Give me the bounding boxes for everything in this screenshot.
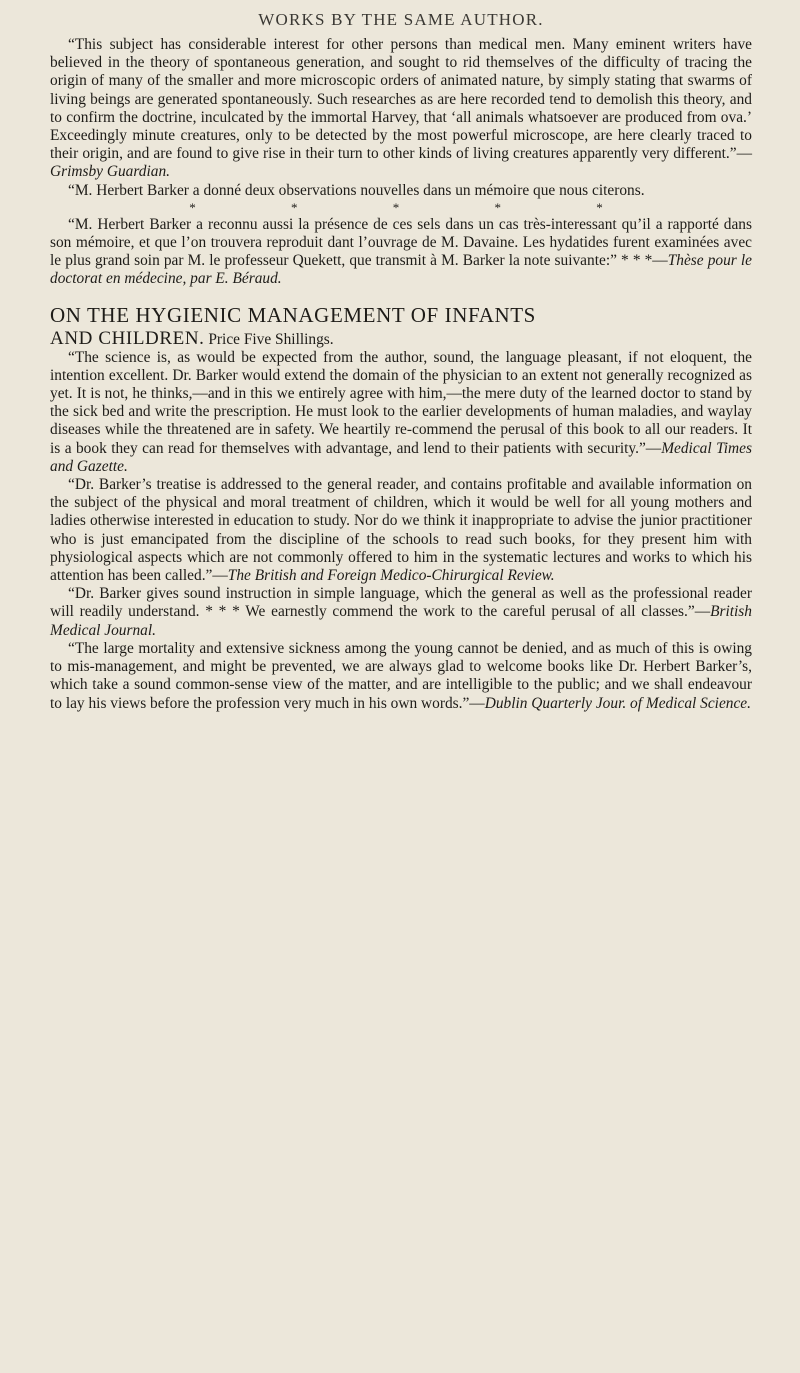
review-text: “This subject has considerable interest for other persons than medical men. Many eminent writers have believed in the theory of spontaneous generation, and sought to rid themselves of the difficulty of tracing the origin of many of the smaller and more microscopic orders of animated nature, by simply stating that swarms of living beings are generated spontaneously. Such researches as are here recorded tend to demolish this theory, and to confirm the doctrine, inculcated by the immortal Harvey, that ‘all animals whatsoever are produced from ova.’ Exceedingly minute creatures, only to be detected by the most powerful microscope, are here clearly traced to their origin, and are found to give rise in their turn to other kinds of living creatures apparently very different.”—	[50, 36, 752, 163]
review-these-beraud	[50, 216, 752, 289]
review-source: British Medical Journal.	[50, 603, 752, 639]
running-head: WORKS BY THE SAME AUTHOR.	[258, 10, 544, 29]
review-medical-times	[50, 349, 752, 476]
section-subtitle	[50, 329, 752, 349]
review-source: Thèse pour le doctorat en médecine, par E. Béraud.	[50, 252, 752, 288]
review-text: “M. Herbert Barker a reconnu aussi la présence de ces sels dans un cas très-interessant qu’il a rapporté dans son mémoire, et que l’on trouvera reproduit dant l’ouvrage de M. Davaine. Les hydatides furent examinées avec le plus grand soin par M. le professeur Quekett, que transmit à M. Barker la note suivante:” * * *—	[50, 215, 752, 270]
review-french-memoire	[50, 182, 752, 200]
review-text: “The science is, as would be expected from the author, sound, the language pleasant, if not eloquent, the intention excellent. Dr. Barker would extend the domain of the physician to an extent not generally recognized as yet. It is not, he thinks,—and in this we entirely agree with him,—the mere duty of the learned doctor to stand by the sick bed and write the prescription. He must look to the earlier developments of human maladies, and waylay diseases while the threatened are in safety. We heartily re-commend the perusal of this book to all our readers. It is a book they can read for themselves with advantage, and lend to their patients with security.”—	[50, 348, 752, 457]
review-source: Grimsby Guardian.	[50, 163, 170, 181]
review-source: Dublin Quarterly Jour. of Medical Science.	[484, 694, 751, 712]
review-grimsby-guardian	[50, 36, 752, 182]
section-subtitle-caps: AND CHILDREN.	[50, 327, 205, 349]
review-text: “M. Herbert Barker a donné deux observations nouvelles dans un mémoire que nous citerons.	[68, 181, 645, 199]
review-source: Medical Times and Gazette.	[50, 439, 752, 475]
section-price: Price Five Shillings.	[208, 330, 334, 348]
review-text: “Dr. Barker gives sound instruction in simple language, which the general as well as the professional reader will readily understand. * * * We earnestly commend the work to the careful perusal of all classes.”—	[50, 585, 752, 621]
review-british-foreign	[50, 476, 752, 585]
review-source: The British and Foreign Medico-Chirurgical Review.	[227, 567, 555, 585]
asterism-divider: * * * * *	[189, 199, 649, 215]
section-title: ON THE HYGIENIC MANAGEMENT OF INFANTS	[50, 302, 536, 327]
review-dublin-quarterly	[50, 640, 752, 713]
review-text: “The large mortality and extensive sickness among the young cannot be denied, and as much of this is owing to mis-management, and might be prevented, we are always glad to welcome books like Dr. Herbert Barker’s, which take a sound common-sense view of the matter, and are intelligible to the public; and we shall endeavour to lay his views before the profession very much in his own words.”—	[50, 639, 752, 712]
review-text: “Dr. Barker’s treatise is addressed to the general reader, and contains profitable and available information on the subject of the physical and moral treatment of children, which it would be well for all young mothers and ladies otherwise interested in education to study. Nor do we think it inappropriate to advise the junior practitioner who is just emancipated from the discipline of the schools to read such books, for they present him with physiological aspects which are not commonly offered to him in the systematic lectures and works to which his attention has been called.”—	[50, 476, 752, 585]
review-british-medical-journal	[50, 585, 752, 640]
